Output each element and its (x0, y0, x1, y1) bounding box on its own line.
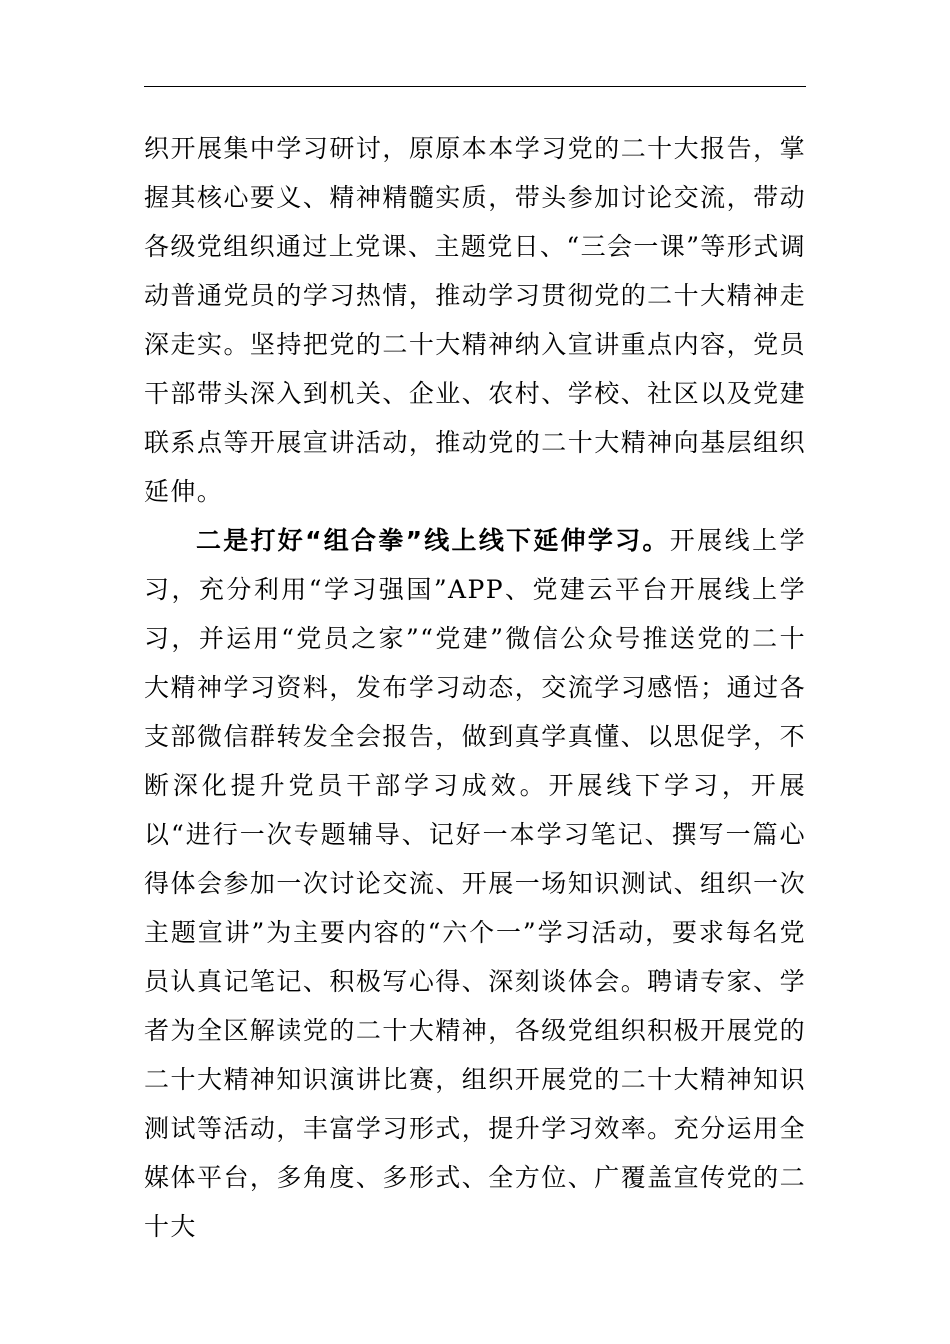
paragraph-continuation (144, 124, 806, 516)
paragraph-lead-heading: 二是打好“组合拳”线上线下延伸学习。 (196, 526, 670, 555)
paragraph-section-two (144, 516, 806, 1251)
paragraph-text: 织开展集中学习研讨，原原本本学习党的二十大报告，掌握其核心要义、精神精髓实质，带头参加讨论交流，带动各级党组织通过上党课、主题党日、“三会一课”等形式调动普通党员的学习热情，推动学习贯彻党的二十大精神走深走实。坚持把党的二十大精神纳入宣讲重点内容，党员干部带头深入到机关、企业、农村、学校、社区以及党建联系点等开展宣讲活动，推动党的二十大精神向基层组织延伸。 (144, 134, 806, 506)
header-rule (144, 86, 806, 87)
document-body (144, 124, 806, 1251)
paragraph-text: 开展线上学习，充分利用“学习强国”APP、党建云平台开展线上学习，并运用“党员之家”“党建”微信公众号推送党的二十大精神学习资料，发布学习动态，交流学习感悟；通过各支部微信群转发全会报告，做到真学真懂、以思促学，不断深化提升党员干部学习成效。开展线下学习，开展以“进行一次专题辅导、记好一本学习笔记、撰写一篇心得体会参加一次讨论交流、开展一场知识测试、组织一次主题宣讲”为主要内容的“六个一”学习活动，要求每名党员认真记笔记、积极写心得、深刻谈体会。聘请专家、学者为全区解读党的二十大精神，各级党组织积极开展党的二十大精神知识演讲比赛，组织开展党的二十大精神知识测试等活动，丰富学习形式，提升学习效率。充分运用全媒体平台，多角度、多形式、全方位、广覆盖宣传党的二十大 (144, 526, 806, 1241)
